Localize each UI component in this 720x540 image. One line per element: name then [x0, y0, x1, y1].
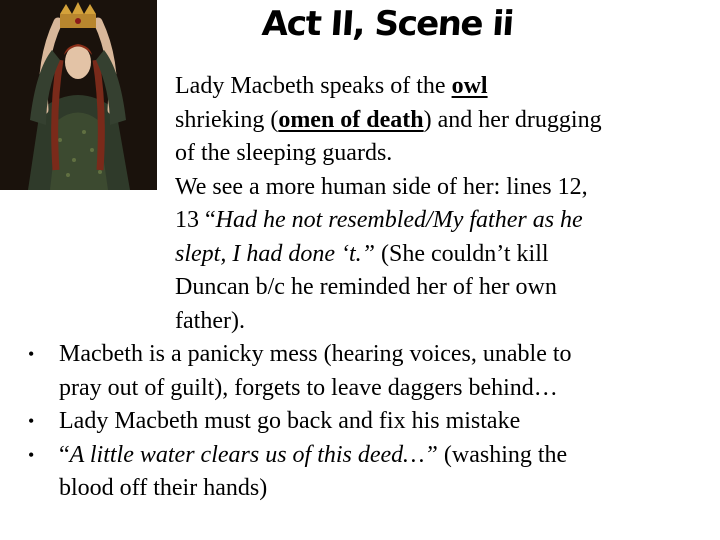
text-run: Lady Macbeth speaks of the: [175, 73, 452, 99]
text-run: ) and her drugging: [423, 106, 602, 133]
bullet-item: [22, 405, 702, 439]
text-line: [22, 204, 702, 238]
text-run: Macbeth is a panicky mess (hearing voices, unable to: [59, 341, 572, 367]
text-run: of the sleeping guards.: [175, 140, 393, 166]
text-line: [22, 305, 702, 339]
slide-body: [22, 70, 702, 506]
text-run: Duncan b/c he reminded her of her own: [175, 274, 557, 300]
text-line: [22, 372, 702, 406]
text-line: [22, 70, 702, 104]
text-run: 13 “: [175, 207, 216, 233]
quote-italic: slept, I had done ‘t.”: [175, 240, 375, 267]
text-run: (washing the: [437, 441, 568, 468]
text-run: pray out of guilt), forgets to leave daggers behind…: [59, 374, 558, 401]
bullet-item: [22, 338, 702, 372]
slide-title: Act II, Scene ii: [260, 4, 515, 44]
text-run: “: [59, 441, 70, 468]
bullet-item: [22, 439, 702, 473]
text-run: (She couldn’t kill: [374, 240, 549, 267]
text-run: father).: [175, 307, 245, 334]
text-line: [22, 171, 702, 205]
bullet-icon: •: [28, 344, 35, 364]
quote-italic: A little water clears us of this deed…”: [69, 441, 438, 468]
quote-italic: Had he not resembled/My father as he: [215, 207, 583, 233]
bullet-icon: •: [28, 444, 35, 465]
text-run: blood off their hands): [59, 475, 268, 501]
text-run: Lady Macbeth must go back and fix his mistake: [59, 408, 521, 434]
underlined-term: omen of death: [278, 106, 424, 133]
text-line: [22, 271, 702, 305]
text-run: We see a more human side of her: lines 12,: [175, 173, 588, 200]
text-run: shrieking (: [175, 106, 279, 133]
text-line: [22, 238, 702, 272]
text-line: [22, 137, 702, 171]
text-line: [22, 104, 702, 138]
underlined-term: owl: [451, 73, 488, 99]
text-line: [22, 472, 702, 506]
bullet-icon: •: [28, 411, 35, 431]
